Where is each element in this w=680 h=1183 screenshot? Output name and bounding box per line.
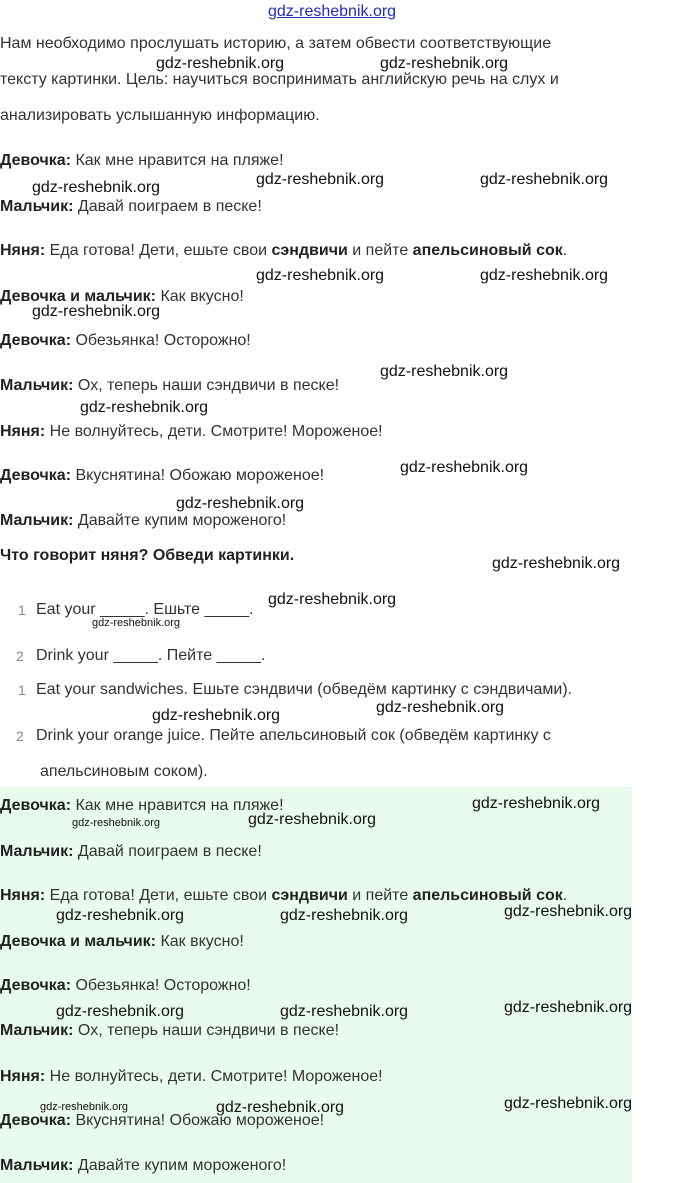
dialogue-line: Мальчик: Давай поиграем в песке! xyxy=(0,843,262,860)
dialogue-line: Девочка: Как мне нравится на пляже! xyxy=(0,797,284,814)
watermark: gdz-reshebnik.org xyxy=(380,363,509,380)
watermark: gdz-reshebnik.org xyxy=(492,555,621,572)
watermark: gdz-reshebnik.org xyxy=(376,699,505,716)
watermark: gdz-reshebnik.org xyxy=(400,459,529,476)
watermark: gdz-reshebnik.org xyxy=(216,1099,345,1116)
watermark: gdz-reshebnik.org xyxy=(40,1101,129,1113)
watermark: gdz-reshebnik.org xyxy=(256,171,385,188)
watermark: gdz-reshebnik.org xyxy=(248,811,377,828)
watermark: gdz-reshebnik.org xyxy=(480,171,609,188)
watermark: gdz-reshebnik.org xyxy=(56,907,185,924)
dialogue-line: Мальчик: Ох, теперь наши сэндвичи в песке! xyxy=(0,377,340,394)
answer-line-continued: апельсиновым соком). xyxy=(40,763,208,780)
watermark: gdz-reshebnik.org xyxy=(92,617,181,629)
watermark: gdz-reshebnik.org xyxy=(268,591,397,608)
watermark-top-link[interactable]: gdz-reshebnik.org xyxy=(268,3,397,20)
watermark: gdz-reshebnik.org xyxy=(280,1003,409,1020)
watermark: gdz-reshebnik.org xyxy=(152,707,281,724)
watermark: gdz-reshebnik.org xyxy=(504,903,633,920)
watermark: gdz-reshebnik.org xyxy=(504,1095,633,1112)
task-question: Что говорит няня? Обведи картинки. xyxy=(0,547,295,564)
answer-number: 2 xyxy=(16,728,24,744)
dialogue-line: Мальчик: Ох, теперь наши сэндвичи в песке! xyxy=(0,1022,340,1039)
dialogue-line: Няня: Не волнуйтесь, дети. Смотрите! Мороженое! xyxy=(0,423,383,440)
watermark: gdz-reshebnik.org xyxy=(80,399,209,416)
watermark: gdz-reshebnik.org xyxy=(176,495,305,512)
dialogue-line: Няня: Еда готова! Дети, ешьте свои сэндвичи и пейте апельсиновый сок. xyxy=(0,242,568,259)
watermark: gdz-reshebnik.org xyxy=(156,55,285,72)
task-number: 1 xyxy=(18,602,26,618)
watermark: gdz-reshebnik.org xyxy=(504,999,633,1016)
dialogue-line: Девочка: Как мне нравится на пляже! xyxy=(0,152,284,169)
task-number: 2 xyxy=(16,648,24,664)
intro-line-3: анализировать услышанную информацию. xyxy=(0,107,320,124)
answer-line: Eat your sandwiches. Ешьте сэндвичи (обведём картинку с сэндвичами). xyxy=(36,681,573,698)
dialogue-line: Девочка: Вкуснятина! Обожаю мороженое! xyxy=(0,467,325,484)
task-line: Drink your _____. Пейте _____. xyxy=(36,647,266,664)
dialogue-line: Девочка: Вкуснятина! Обожаю мороженое! xyxy=(0,1112,325,1129)
watermark: gdz-reshebnik.org xyxy=(32,179,161,196)
watermark: gdz-reshebnik.org xyxy=(56,1003,185,1020)
dialogue-line: Няня: Еда готова! Дети, ешьте свои сэндвичи и пейте апельсиновый сок. xyxy=(0,887,568,904)
dialogue-line: Девочка и мальчик: Как вкусно! xyxy=(0,933,244,950)
watermark: gdz-reshebnik.org xyxy=(256,267,385,284)
intro-line-1: Нам необходимо прослушать историю, а затем обвести соответствующие xyxy=(0,35,552,52)
watermark: gdz-reshebnik.org xyxy=(472,795,601,812)
dialogue-line: Няня: Не волнуйтесь, дети. Смотрите! Мороженое! xyxy=(0,1068,383,1085)
answer-number: 1 xyxy=(18,682,26,698)
watermark: gdz-reshebnik.org xyxy=(380,55,509,72)
intro-line-2: тексту картинки. Цель: научиться воспринимать английскую речь на слух и xyxy=(0,71,559,88)
dialogue-line: Мальчик: Давайте купим мороженого! xyxy=(0,1157,287,1174)
dialogue-line: Девочка и мальчик: Как вкусно! xyxy=(0,288,244,305)
dialogue-line: Девочка: Обезьянка! Осторожно! xyxy=(0,332,251,349)
watermark: gdz-reshebnik.org xyxy=(72,817,161,829)
watermark: gdz-reshebnik.org xyxy=(280,907,409,924)
watermark: gdz-reshebnik.org xyxy=(32,303,161,320)
task-line: Eat your _____. Ешьте _____. xyxy=(36,601,254,618)
dialogue-line: Мальчик: Давай поиграем в песке! xyxy=(0,198,262,215)
answer-line: Drink your orange juice. Пейте апельсиновый сок (обведём картинку с xyxy=(36,727,551,744)
dialogue-line: Девочка: Обезьянка! Осторожно! xyxy=(0,977,251,994)
dialogue-line: Мальчик: Давайте купим мороженого! xyxy=(0,512,287,529)
watermark: gdz-reshebnik.org xyxy=(480,267,609,284)
